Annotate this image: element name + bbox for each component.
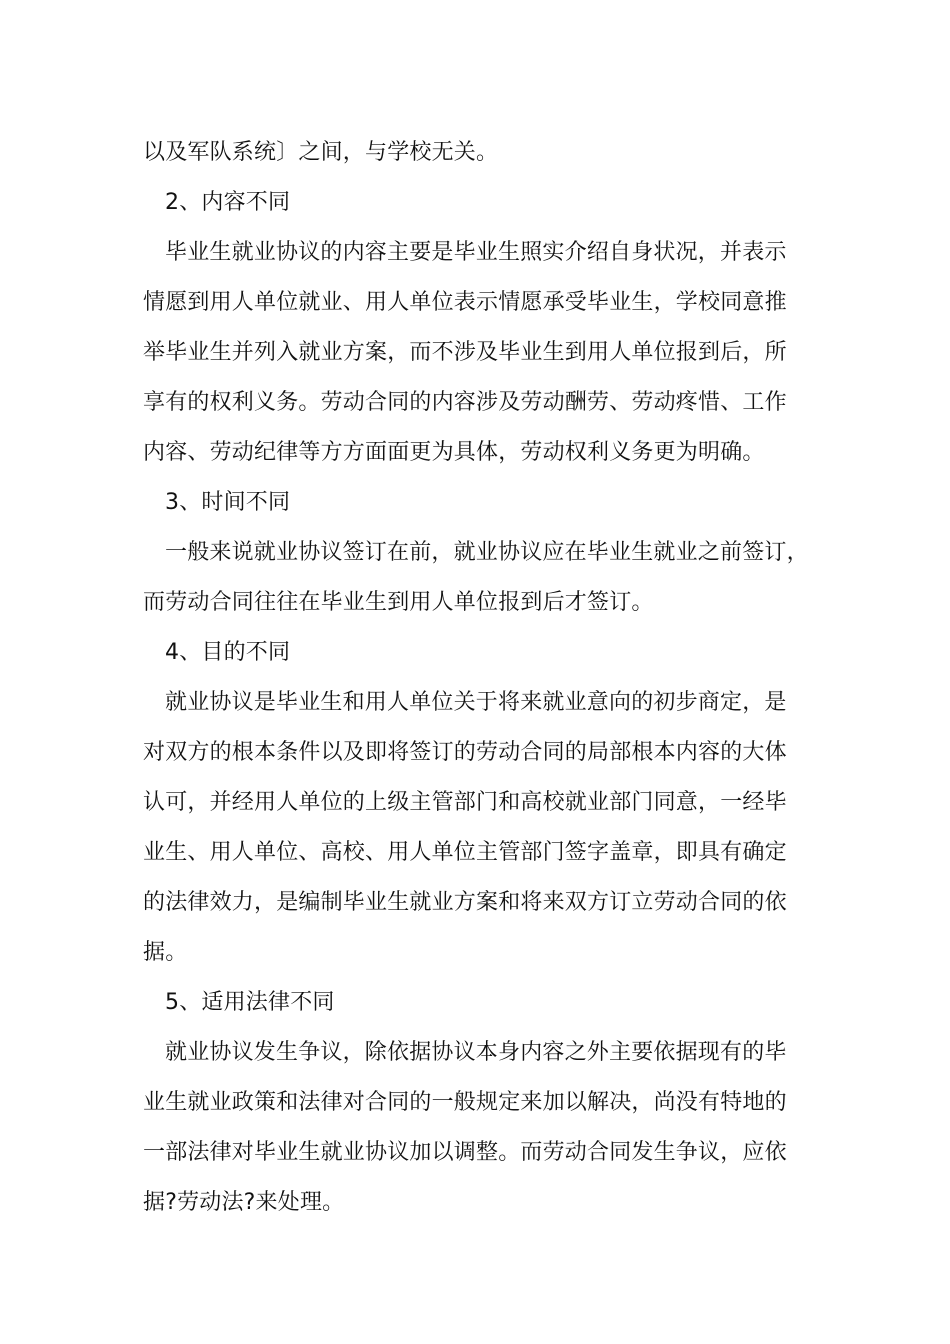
section-heading: 4、目的不同: [165, 640, 291, 665]
paragraph-line: 一般来说就业协议签订在前，就业协议应在毕业生就业之前签订，: [165, 540, 809, 565]
paragraph-line: 对双方的根本条件以及即将签订的劳动合同的局部根本内容的大体: [143, 740, 787, 765]
section-heading: 2、内容不同: [165, 190, 291, 215]
paragraph-line: 就业协议是毕业生和用人单位关于将来就业意向的初步商定，是: [165, 690, 787, 715]
paragraph-line: 享有的权利义务。劳动合同的内容涉及劳动酬劳、劳动疼惜、工作: [143, 390, 787, 415]
section-heading: 3、时间不同: [165, 490, 291, 515]
paragraph-line: 业生、用人单位、高校、用人单位主管部门签字盖章，即具有确定: [143, 840, 787, 865]
paragraph-line: 一部法律对毕业生就业协议加以调整。而劳动合同发生争议，应依: [143, 1140, 787, 1165]
paragraph-line: 内容、劳动纪律等方方面面更为具体，劳动权利义务更为明确。: [143, 440, 765, 465]
paragraph-line: 认可，并经用人单位的上级主管部门和高校就业部门同意，一经毕: [143, 790, 787, 815]
paragraph-line: 业生就业政策和法律对合同的一般规定来加以解决，尚没有特地的: [143, 1090, 787, 1115]
paragraph-line: 据。: [143, 940, 188, 965]
paragraph-line: 举毕业生并列入就业方案，而不涉及毕业生到用人单位报到后，所: [143, 340, 787, 365]
paragraph-line: 的法律效力，是编制毕业生就业方案和将来双方订立劳动合同的依: [143, 890, 787, 915]
paragraph-line: 毕业生就业协议的内容主要是毕业生照实介绍自身状况，并表示: [165, 240, 787, 265]
section-heading: 5、适用法律不同: [165, 990, 335, 1015]
paragraph-line: 以及军队系统〕之间，与学校无关。: [143, 140, 499, 165]
paragraph-line: 而劳动合同往往在毕业生到用人单位报到后才签订。: [143, 590, 654, 615]
paragraph-line: 情愿到用人单位就业、用人单位表示情愿承受毕业生，学校同意推: [143, 290, 787, 315]
paragraph-line: 就业协议发生争议，除依据协议本身内容之外主要依据现有的毕: [165, 1040, 787, 1065]
document-body: [143, 128, 808, 1228]
paragraph-line: 据?劳动法?来处理。: [143, 1190, 345, 1215]
